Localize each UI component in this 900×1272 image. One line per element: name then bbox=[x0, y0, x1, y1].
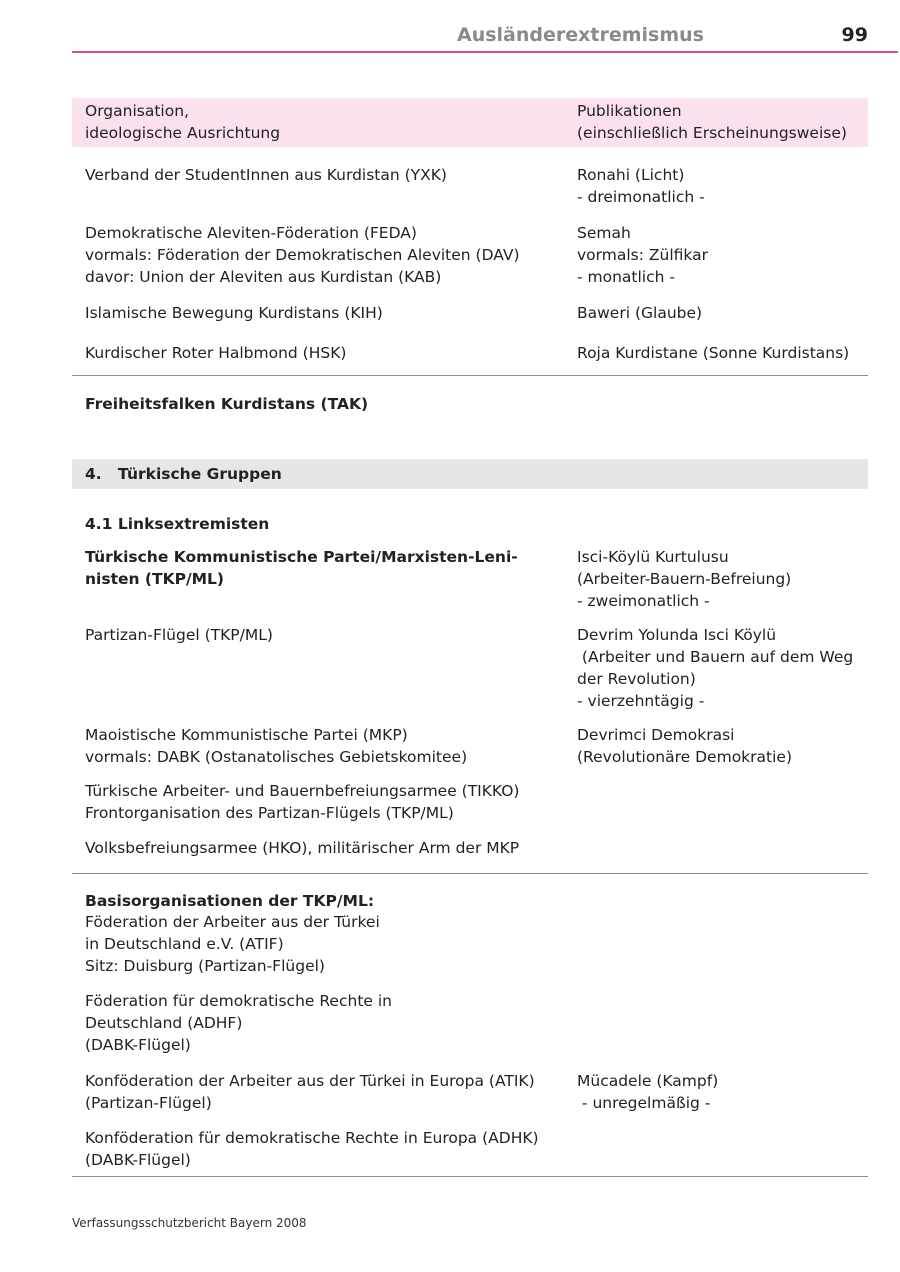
turkish-pub-partizan-frequency: - vierzehntägig - bbox=[577, 692, 705, 710]
basis-org-atif-1: Föderation der Arbeiter aus der Türkei bbox=[85, 913, 380, 931]
running-header-title: Ausländerextremismus bbox=[457, 24, 704, 46]
kurdish-org-kih: Islamische Bewegung Kurdistans (KIH) bbox=[85, 304, 383, 322]
column-header-organisation-2: ideologische Ausrichtung bbox=[85, 124, 281, 142]
subsection-heading: 4.1 Linksextremisten bbox=[85, 515, 270, 533]
kurdish-pub-feda-former: vormals: Zülfikar bbox=[577, 246, 708, 264]
basis-org-atif-2: in Deutschland e.V. (ATIF) bbox=[85, 935, 284, 953]
divider-rule bbox=[72, 375, 868, 376]
page-number: 99 bbox=[841, 24, 868, 46]
kurdish-pub-feda-title: Semah bbox=[577, 224, 631, 242]
basis-org-adhf-3: (DABK-Flügel) bbox=[85, 1036, 191, 1054]
turkish-pub-mkp-translation: (Revolutionäre Demokratie) bbox=[577, 748, 792, 766]
turkish-org-tkpml-1: Türkische Kommunistische Partei/Marxisten-Leni- bbox=[85, 548, 518, 566]
basis-pub-atik-frequency: - unregelmäßig - bbox=[577, 1094, 711, 1112]
kurdish-pub-yxk-title: Ronahi (Licht) bbox=[577, 166, 685, 184]
turkish-pub-partizan-title: Devrim Yolunda Isci Köylü bbox=[577, 626, 777, 644]
kurdish-org-feda-earlier: davor: Union der Aleviten aus Kurdistan (KAB) bbox=[85, 268, 442, 286]
turkish-org-mkp-former: vormals: DABK (Ostanatolisches Gebietskomitee) bbox=[85, 748, 468, 766]
divider-rule bbox=[72, 1176, 868, 1177]
kurdish-pub-kih: Baweri (Glaube) bbox=[577, 304, 703, 322]
basis-org-atik-2: (Partizan-Flügel) bbox=[85, 1094, 212, 1112]
page-footer: Verfassungsschutzbericht Bayern 2008 bbox=[72, 1216, 307, 1230]
basis-org-atik-1: Konföderation der Arbeiter aus der Türkei in Europa (ATIK) bbox=[85, 1072, 535, 1090]
turkish-pub-mkp-title: Devrimci Demokrasi bbox=[577, 726, 735, 744]
column-header-organisation-1: Organisation, bbox=[85, 102, 189, 120]
column-header-publications-1: Publikationen bbox=[577, 102, 682, 120]
turkish-pub-tkpml-frequency: - zweimonatlich - bbox=[577, 592, 710, 610]
turkish-pub-tkpml-translation: (Arbeiter-Bauern-Befreiung) bbox=[577, 570, 792, 588]
basis-org-adhf-2: Deutschland (ADHF) bbox=[85, 1014, 243, 1032]
kurdish-org-feda-former: vormals: Föderation der Demokratischen Aleviten (DAV) bbox=[85, 246, 520, 264]
turkish-org-hko: Volksbefreiungsarmee (HKO), militärischer Arm der MKP bbox=[85, 839, 520, 857]
turkish-pub-partizan-translation-1: (Arbeiter und Bauern auf dem Weg bbox=[577, 648, 854, 666]
turkish-pub-partizan-translation-2: der Revolution) bbox=[577, 670, 696, 688]
section-heading: 4. Türkische Gruppen bbox=[85, 465, 282, 483]
basis-org-adhk-1: Konföderation für demokratische Rechte in Europa (ADHK) bbox=[85, 1129, 539, 1147]
turkish-org-mkp: Maoistische Kommunistische Partei (MKP) bbox=[85, 726, 408, 744]
turkish-pub-tkpml-title: Isci-Köylü Kurtulusu bbox=[577, 548, 729, 566]
divider-rule bbox=[72, 873, 868, 874]
basis-org-adhf-1: Föderation für demokratische Rechte in bbox=[85, 992, 392, 1010]
kurdish-org-yxk: Verband der StudentInnen aus Kurdistan (YXK) bbox=[85, 166, 447, 184]
turkish-org-partizan: Partizan-Flügel (TKP/ML) bbox=[85, 626, 273, 644]
basis-org-atif-3: Sitz: Duisburg (Partizan-Flügel) bbox=[85, 957, 325, 975]
tak-heading: Freiheitsfalken Kurdistans (TAK) bbox=[85, 395, 369, 413]
header-rule bbox=[72, 51, 898, 53]
kurdish-pub-yxk-frequency: - dreimonatlich - bbox=[577, 188, 705, 206]
basis-heading: Basisorganisationen der TKP/ML: bbox=[85, 892, 375, 910]
kurdish-pub-hsk: Roja Kurdistane (Sonne Kurdistans) bbox=[577, 344, 850, 362]
column-header-publications-2: (einschließlich Erscheinungsweise) bbox=[577, 124, 847, 142]
kurdish-org-hsk: Kurdischer Roter Halbmond (HSK) bbox=[85, 344, 347, 362]
basis-org-adhk-2: (DABK-Flügel) bbox=[85, 1151, 191, 1169]
basis-pub-atik-title: Mücadele (Kampf) bbox=[577, 1072, 719, 1090]
turkish-org-tkpml-2: nisten (TKP/ML) bbox=[85, 570, 225, 588]
turkish-org-tikko: Türkische Arbeiter- und Bauernbefreiungsarmee (TIKKO) bbox=[85, 782, 520, 800]
kurdish-org-feda: Demokratische Aleviten-Föderation (FEDA) bbox=[85, 224, 417, 242]
turkish-org-tikko-front: Frontorganisation des Partizan-Flügels (TKP/ML) bbox=[85, 804, 454, 822]
kurdish-pub-feda-frequency: - monatlich - bbox=[577, 268, 675, 286]
